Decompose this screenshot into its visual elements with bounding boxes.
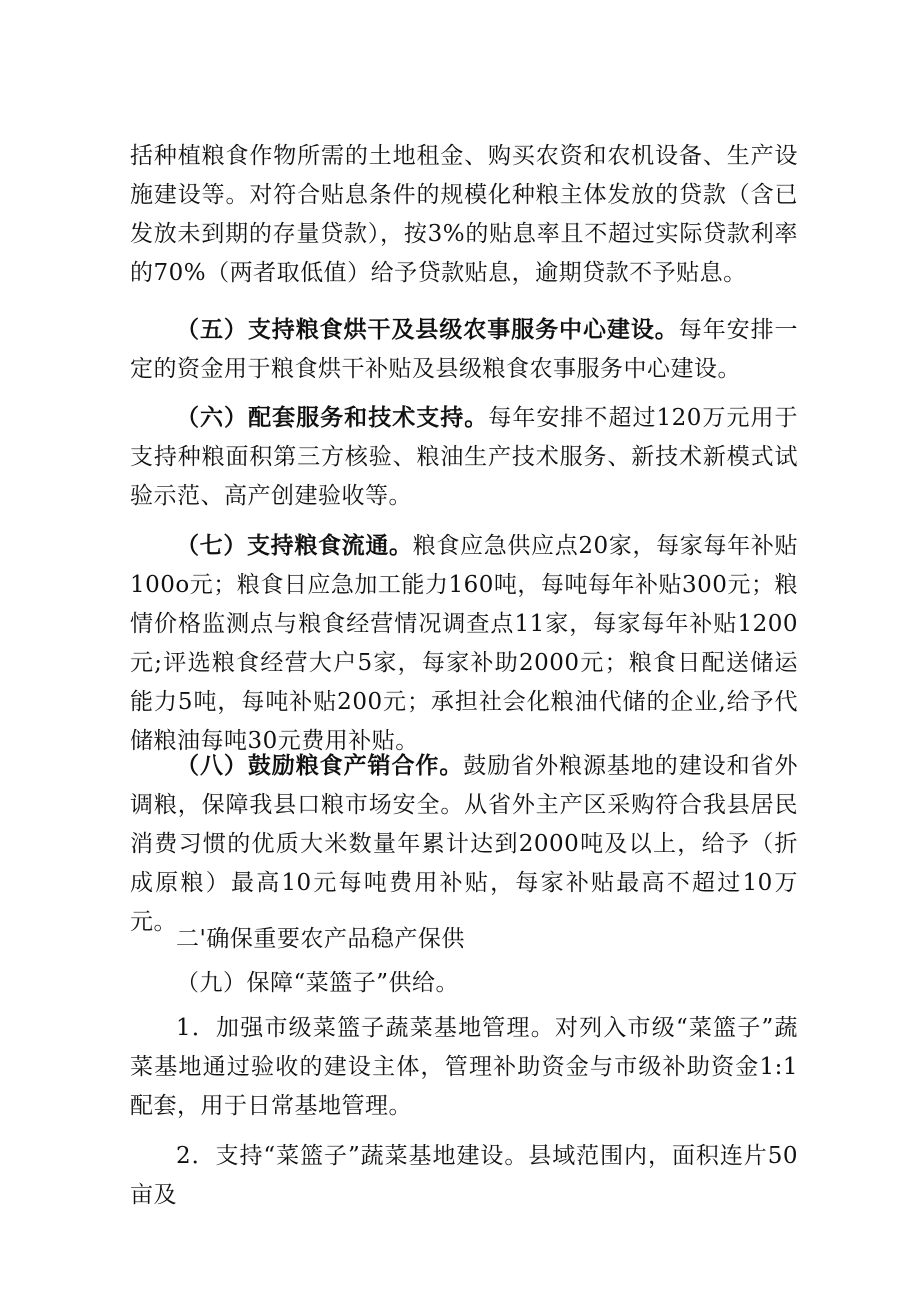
paragraph-lead: （八）鼓励粮食产销合作。 bbox=[176, 752, 464, 779]
paragraph-lead: （七）支持粮食流通。 bbox=[176, 532, 413, 559]
paragraph-continuation bbox=[130, 137, 798, 293]
paragraph-item-5 bbox=[130, 310, 798, 389]
list-item bbox=[130, 1009, 798, 1126]
sub-heading: （九）保障“菜篮子”供给。 bbox=[176, 970, 460, 996]
paragraph-item-8 bbox=[130, 746, 798, 942]
paragraph-text: 鼓励省外粮源基地的建设和省外调粮，保障我县口粮市场安全。从省外主产区采购符合我县居民消费习惯的优质大米数量年累计达到2000吨及以上，给予（折成原粮）最高10元每吨费用补贴，每家补贴最高不超过10万元。 bbox=[130, 753, 799, 935]
paragraph-item-7 bbox=[130, 526, 798, 761]
section-heading: 二'确保重要农产品稳产保供 bbox=[176, 926, 465, 952]
list-item bbox=[130, 1137, 798, 1215]
paragraph-lead: （五）支持粮食烘干及县级农事服务中心建设。 bbox=[176, 316, 679, 343]
paragraph-text: 每年安排一定的资金用于粮食烘干补贴及县级粮食农事服务中心建设。 bbox=[130, 317, 799, 382]
list-item-text: 1．加强市级菜篮子蔬菜基地管理。对列入市级“菜篮子”蔬菜基地通过验收的建设主体，管理补助资金与市级补助资金1:1配套，用于日常基地管理。 bbox=[130, 1015, 798, 1119]
paragraph-text: 粮食应急供应点20家，每家每年补贴100o元；粮食日应急加工能力160吨，每吨每年补贴300元；粮情价格监测点与粮食经营情况调查点11家，每家每年补贴1200元;评选粮食经营大户5家，每家补助2000元；粮食日配送储运能力5吨，每吨补贴200元；承担社会化粮油代储的企业,给予代储粮油每吨30元费用补贴。 bbox=[130, 533, 798, 754]
list-item-text: 2．支持“菜篮子”蔬菜基地建设。县域范围内，面积连片50亩及 bbox=[130, 1143, 798, 1208]
paragraph-text: 每年安排不超过120万元用于支持种粮面积第三方核验、粮油生产技术服务、新技术新模式试验示范、高产创建验收等。 bbox=[130, 405, 799, 509]
paragraph-item-6 bbox=[130, 398, 798, 516]
paragraph-lead: （六）配套服务和技术支持。 bbox=[176, 404, 489, 431]
paragraph-text: 括种植粮食作物所需的土地租金、购买农资和农机设备、生产设施建设等。对符合贴息条件的规模化种粮主体发放的贷款（含已发放未到期的存量贷款），按3%的贴息率且不超过实际贷款利率的70%（两者取低值）给予贷款贴息，逾期贷款不予贴息。 bbox=[130, 143, 798, 286]
